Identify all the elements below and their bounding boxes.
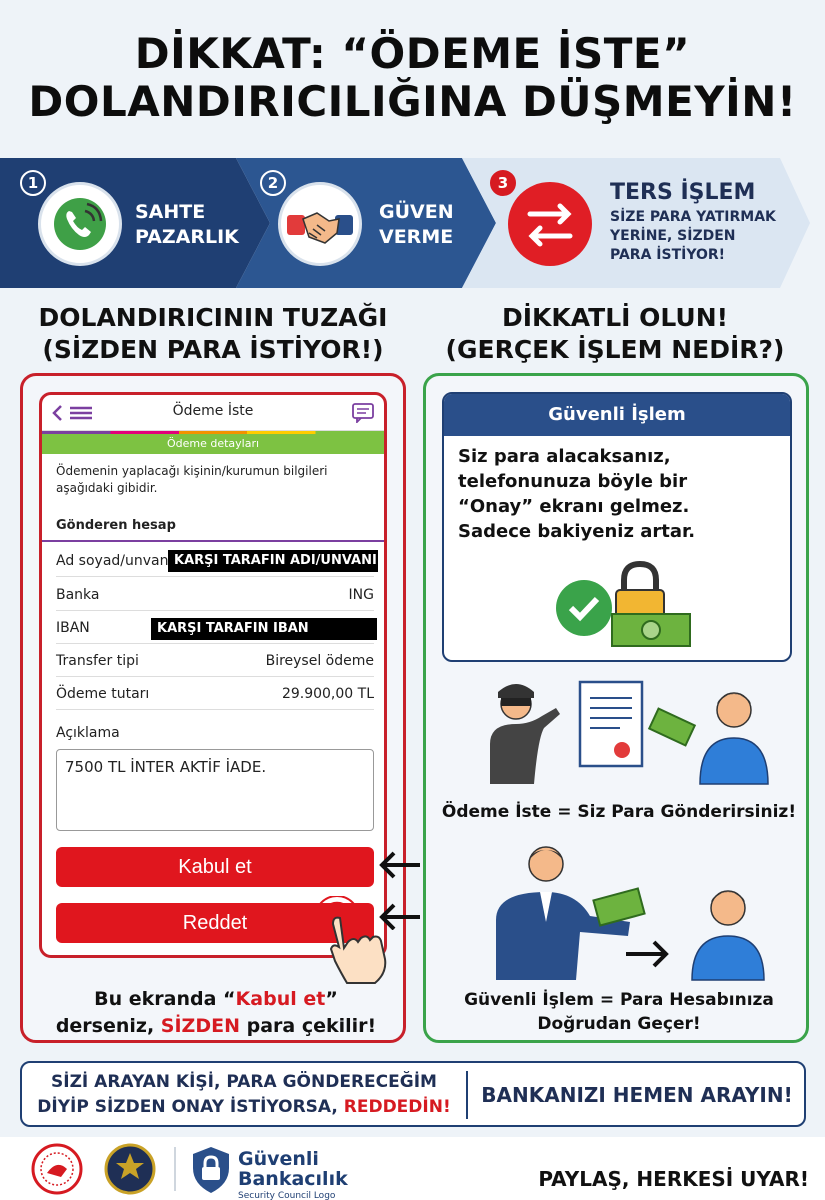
share-text: PAYLAŞ, HERKESİ UYAR! bbox=[538, 1167, 809, 1191]
step-2 bbox=[236, 158, 462, 288]
row-name: Ad soyad/unvan KARŞI TARAFIN ADI/UNVANI bbox=[56, 545, 374, 577]
safe-transfer-illustration bbox=[476, 842, 786, 982]
government-seal-icon bbox=[22, 1143, 92, 1195]
phone-header bbox=[42, 395, 384, 431]
phone-screen bbox=[39, 392, 387, 958]
right-heading: DİKKATLİ OLUN! (GERÇEK İŞLEM NEDİR?) bbox=[445, 303, 785, 364]
equation-1: Ödeme İste = Siz Para Gönderirsiniz! bbox=[441, 802, 797, 822]
title-line-2: DOLANDIRICILIĞINA DÜŞMEYİN! bbox=[28, 77, 797, 126]
phone-icon bbox=[38, 182, 122, 266]
scam-panel bbox=[20, 373, 406, 1043]
left-heading: DOLANDIRICININ TUZAĞI (SİZDEN PARA İSTİYOR!) bbox=[38, 303, 388, 364]
description-label: Açıklama bbox=[56, 725, 120, 741]
call-bank-text: BANKANIZI HEMEN ARAYIN! bbox=[481, 1083, 793, 1107]
page-title bbox=[0, 30, 825, 126]
warning-divider bbox=[466, 1071, 468, 1119]
intro-text: Ödemenin yaplacağı kişinin/kurumun bilgileri aşağıdaki gibidir. bbox=[56, 464, 328, 495]
scam-transfer-illustration bbox=[476, 676, 786, 786]
brand-name: Güvenli Bankacılık bbox=[238, 1148, 348, 1190]
safe-panel bbox=[423, 373, 809, 1043]
step-2-number: 2 bbox=[260, 170, 286, 196]
reject-button[interactable]: Reddet bbox=[56, 903, 374, 943]
footer bbox=[0, 1137, 825, 1200]
left-caption: Bu ekranda “Kabul et” derseniz, SİZDEN para çekilir! bbox=[55, 988, 377, 1037]
title-line-1: DİKKAT: “ÖDEME İSTE” bbox=[134, 29, 691, 78]
police-badge-icon bbox=[100, 1141, 160, 1197]
step-3-description: SİZE PARA YATIRMAK YERİNE, SİZDEN PARA İSTİYOR! bbox=[610, 209, 776, 263]
steps-banner bbox=[0, 158, 825, 288]
details-bar: Ödeme detayları bbox=[42, 434, 384, 454]
safe-card bbox=[442, 392, 792, 662]
step-3-number: 3 bbox=[490, 170, 516, 196]
section-title: Gönderen hesap bbox=[56, 518, 176, 533]
redacted-name: KARŞI TARAFIN ADI/UNVANI bbox=[168, 550, 378, 572]
section-divider bbox=[42, 540, 384, 542]
step-3 bbox=[462, 158, 812, 288]
footer-divider bbox=[174, 1147, 176, 1191]
step-2-label: GÜVEN VERME bbox=[379, 201, 454, 248]
step-1-label: SAHTE PAZARLIK bbox=[135, 201, 239, 248]
phone-title: Ödeme İste bbox=[172, 403, 254, 419]
handshake-icon bbox=[278, 182, 362, 266]
pointer-arrows bbox=[376, 850, 422, 930]
brand-subtitle: Security Council Logo bbox=[238, 1191, 336, 1200]
step-3-title: TERS İŞLEM bbox=[610, 180, 756, 205]
row-iban: IBAN KARŞI TARAFIN IBAN bbox=[56, 612, 374, 644]
safe-card-title: Güvenli İşlem bbox=[444, 394, 790, 436]
safe-card-text: Siz para alacaksanız, telefonunuza böyle bir “Onay” ekranı gelmez. Sadece bakiyeniz artar. bbox=[458, 446, 696, 542]
accept-button[interactable]: Kabul et bbox=[56, 847, 374, 887]
equation-2: Güvenli İşlem = Para Hesabınıza Doğrudan Geçer! bbox=[464, 990, 774, 1034]
swap-arrows-icon bbox=[508, 182, 592, 266]
redacted-iban: KARŞI TARAFIN IBAN bbox=[151, 618, 377, 640]
warning-bar bbox=[20, 1061, 806, 1127]
shield-lock-icon bbox=[190, 1145, 232, 1195]
row-amount: Ödeme tutarı 29.900,00 TL bbox=[56, 678, 374, 710]
row-transfer-type: Transfer tipi Bireysel ödeme bbox=[56, 645, 374, 677]
step-1-number: 1 bbox=[20, 170, 46, 196]
row-bank: Banka ING bbox=[56, 579, 374, 611]
step-1 bbox=[0, 158, 239, 288]
warning-text: SİZİ ARAYAN KİŞİ, PARA GÖNDERECEĞİM DİYİP SİZDEN ONAY İSTİYORSA, REDDEDİN! bbox=[37, 1072, 451, 1117]
message-icon[interactable] bbox=[352, 403, 374, 423]
lock-money-check-icon bbox=[554, 560, 694, 650]
description-field[interactable]: 7500 TL İNTER AKTİF İADE. bbox=[56, 749, 374, 831]
